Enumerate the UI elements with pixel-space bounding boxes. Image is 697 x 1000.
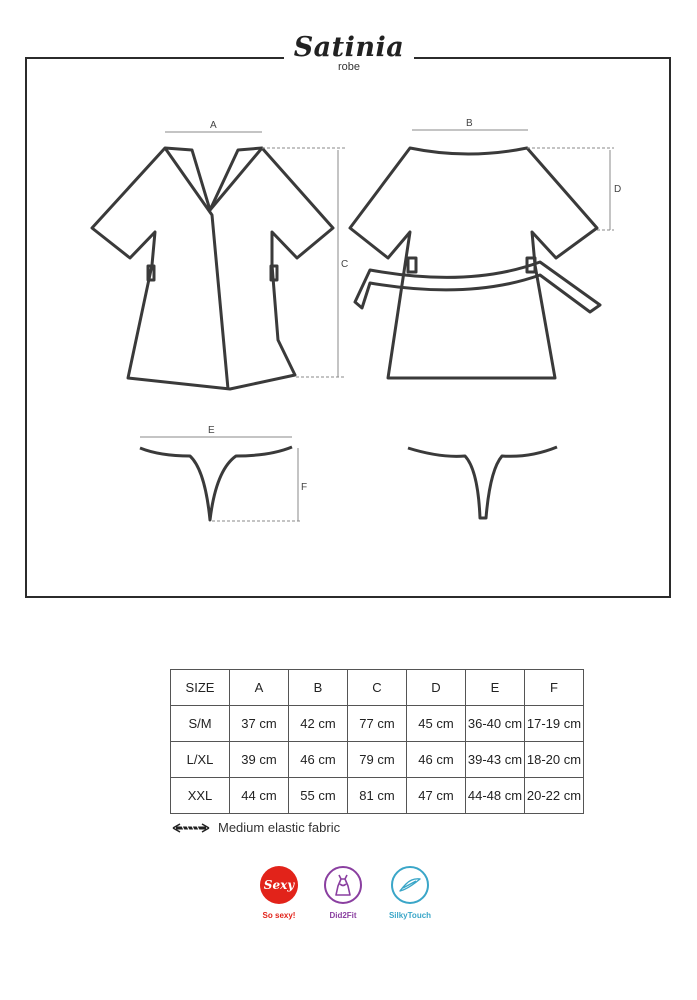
table-cell: 44-48 cm bbox=[466, 778, 525, 814]
product-type: robe bbox=[337, 61, 361, 73]
dimension-f-label: F bbox=[301, 482, 308, 493]
table-cell: 17-19 cm bbox=[525, 706, 584, 742]
table-cell: 20-22 cm bbox=[525, 778, 584, 814]
double-arrow-icon bbox=[172, 823, 210, 833]
table-cell: 46 cm bbox=[289, 742, 348, 778]
table-cell: S/M bbox=[171, 706, 230, 742]
robe-front-drawing bbox=[92, 148, 333, 389]
table-cell: 79 cm bbox=[348, 742, 407, 778]
table-header-cell: F bbox=[525, 670, 584, 706]
badge-so-sexy bbox=[244, 866, 314, 920]
dimension-a-label: A bbox=[210, 120, 217, 131]
thong-front-drawing bbox=[140, 447, 292, 520]
thong-back-drawing bbox=[408, 447, 557, 518]
badge-did2fit bbox=[308, 866, 378, 920]
robe-back-drawing bbox=[350, 148, 600, 378]
table-cell: 77 cm bbox=[348, 706, 407, 742]
table-header-cell: A bbox=[230, 670, 289, 706]
table-cell: L/XL bbox=[171, 742, 230, 778]
feather-icon bbox=[391, 866, 429, 904]
table-cell: 45 cm bbox=[407, 706, 466, 742]
table-cell: 42 cm bbox=[289, 706, 348, 742]
badge-label: So sexy! bbox=[262, 911, 296, 920]
sexy-icon: Sexy bbox=[260, 866, 298, 904]
dress-icon bbox=[324, 866, 362, 904]
table-header-cell: E bbox=[466, 670, 525, 706]
size-table bbox=[170, 669, 584, 814]
table-cell: 39 cm bbox=[230, 742, 289, 778]
dimension-e-label: E bbox=[208, 425, 215, 436]
table-cell: 55 cm bbox=[289, 778, 348, 814]
table-cell: 46 cm bbox=[407, 742, 466, 778]
table-cell: 37 cm bbox=[230, 706, 289, 742]
table-cell: 81 cm bbox=[348, 778, 407, 814]
dimension-c-label: C bbox=[341, 259, 349, 270]
table-header-cell: D bbox=[407, 670, 466, 706]
table-header-cell: SIZE bbox=[171, 670, 230, 706]
table-cell: 47 cm bbox=[407, 778, 466, 814]
dimension-b-label: B bbox=[466, 118, 473, 129]
dimension-d-label: D bbox=[614, 184, 622, 195]
dimension-lines bbox=[140, 130, 614, 521]
table-header-row bbox=[171, 670, 584, 706]
fabric-note-text: Medium elastic fabric bbox=[218, 820, 341, 835]
table-cell: 36-40 cm bbox=[466, 706, 525, 742]
badge-label: SilkyTouch bbox=[388, 911, 432, 920]
table-row bbox=[171, 706, 584, 742]
badge-silkytouch bbox=[375, 866, 445, 920]
badge-label: Did2Fit bbox=[329, 911, 357, 920]
table-header-cell: B bbox=[289, 670, 348, 706]
table-row bbox=[171, 778, 584, 814]
table-header-cell: C bbox=[348, 670, 407, 706]
table-cell: 18-20 cm bbox=[525, 742, 584, 778]
table-row bbox=[171, 742, 584, 778]
fabric-note bbox=[172, 820, 340, 835]
table-cell: XXL bbox=[171, 778, 230, 814]
table-cell: 44 cm bbox=[230, 778, 289, 814]
table-cell: 39-43 cm bbox=[466, 742, 525, 778]
brand-name: Satinia bbox=[293, 32, 405, 63]
